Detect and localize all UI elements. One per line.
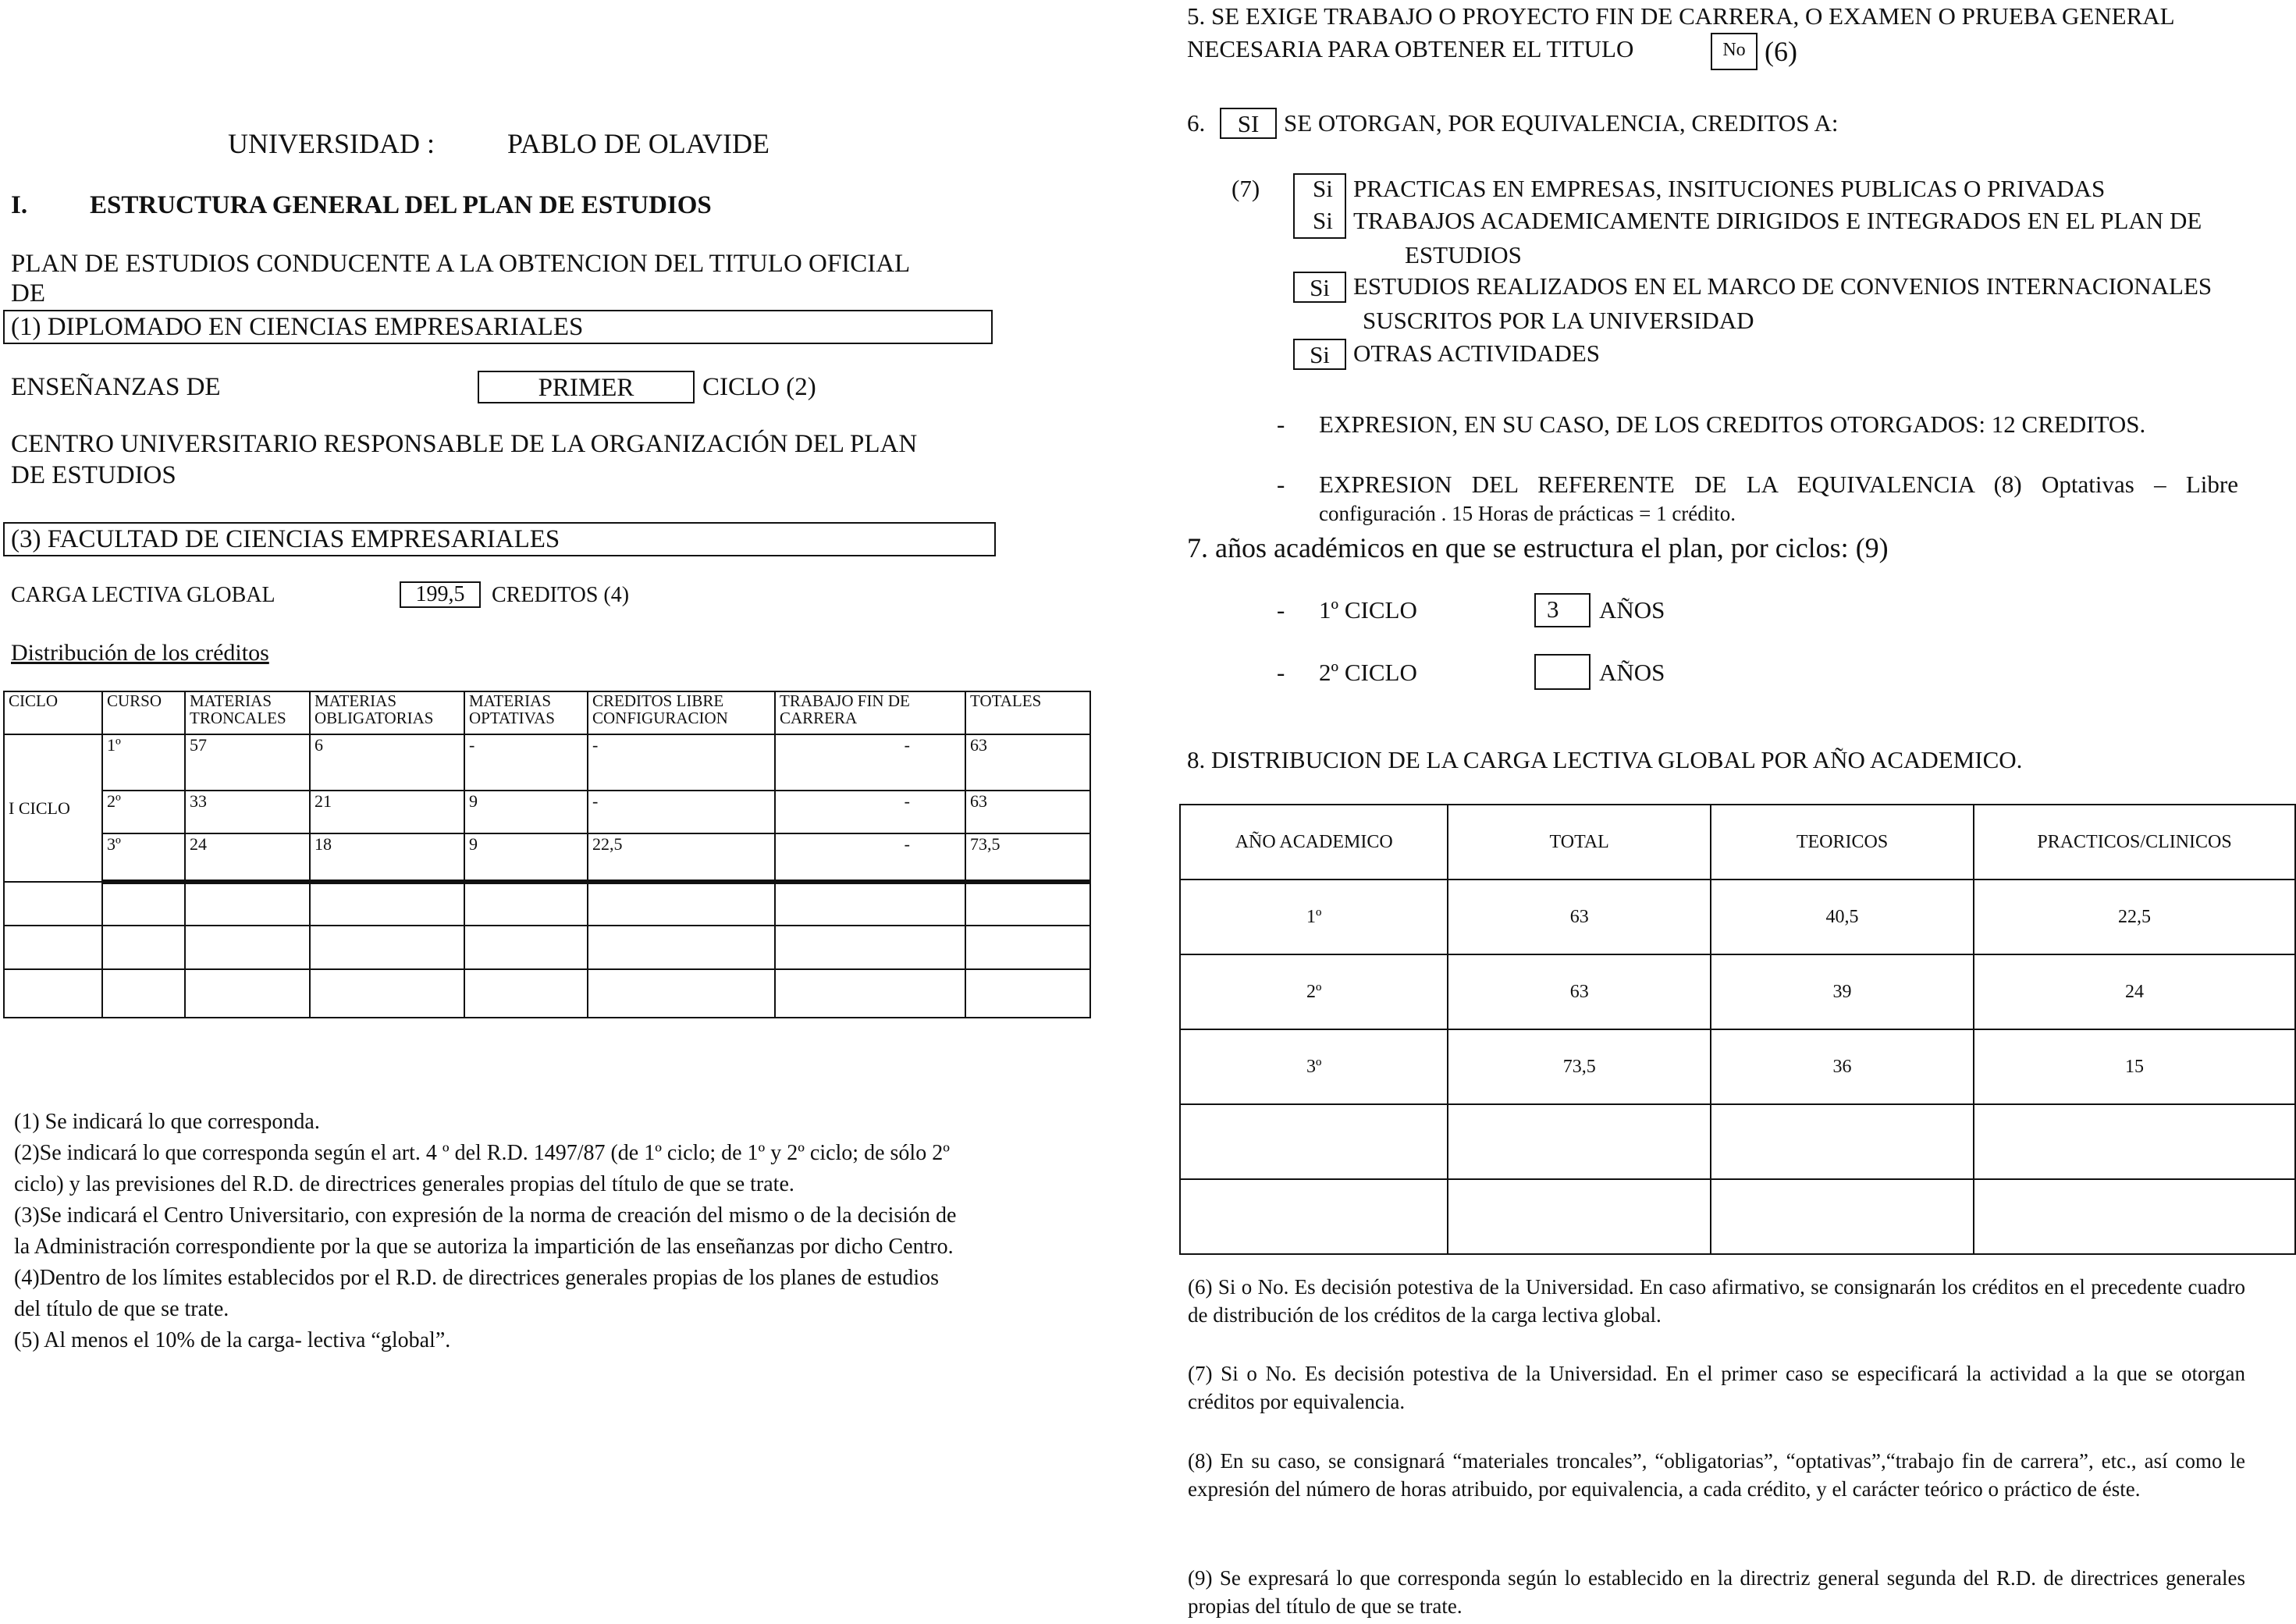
table-cell: 57: [185, 734, 310, 791]
credits-header-row: [4, 691, 1090, 734]
equiv-line1-4: OTRAS ACTIVIDADES: [1353, 339, 1601, 367]
university-name: PABLO DE OLAVIDE: [507, 128, 770, 159]
footnote-2: (2)Se indicará lo que corresponda según el art. 4 º del R.D. 1497/87 (de 1º ciclo; de 1º y 2º ciclo; de sólo 2º ciclo) y las previsiones del R.D. de directrices generales propias del título de que se trate.: [14, 1141, 950, 1196]
table-row: [1180, 880, 2295, 954]
header-academic-year: AÑO ACADEMICO: [1180, 805, 1448, 880]
header-cycle: CICLO: [4, 691, 102, 734]
table-cell: 3º: [102, 833, 185, 882]
section-title: ESTRUCTURA GENERAL DEL PLAN DE ESTUDIOS: [90, 191, 712, 219]
equiv-box-3: [1293, 272, 1346, 303]
item8-title: 8. DISTRIBUCION DE LA CARGA LECTIVA GLOBAL POR AÑO ACADEMICO.: [1187, 746, 2023, 773]
table-cell: 1º: [1180, 880, 1448, 954]
plan-title-line2: DE: [11, 279, 45, 307]
table-row: [4, 734, 1090, 791]
table-row: [1180, 954, 2295, 1029]
footnote-4: (4)Dentro de los límites establecidos por el R.D. de directrices generales propias de los planes de estudios del título de que se trate.: [14, 1266, 939, 1321]
item6-box: [1220, 108, 1277, 139]
table-cell: 24: [185, 833, 310, 882]
empty-row: [4, 882, 1090, 926]
cycle-box: [478, 371, 695, 403]
table-cell: 40,5: [1711, 880, 1974, 954]
header-totals: TOTALES: [965, 691, 1090, 734]
equiv-value-3: Si: [1310, 274, 1330, 301]
cycle2-box: [1534, 654, 1590, 690]
equiv-value-2: Si: [1313, 207, 1333, 234]
teaching-label: ENSEÑANZAS DE: [11, 373, 221, 401]
equiv-line2-2: ESTUDIOS: [1405, 241, 1522, 268]
table-cell: 21: [310, 791, 464, 833]
table-cell: -: [775, 833, 965, 882]
table-cell: 63: [1448, 880, 1711, 954]
cycle1-box: [1534, 593, 1590, 627]
item5-line2: NECESARIA PARA OBTENER EL TITULO: [1187, 35, 1634, 62]
cycle1-value: 3: [1547, 595, 1559, 623]
faculty-box: [3, 522, 996, 556]
bullet-dash: -: [1277, 410, 1285, 438]
item5-box: [1711, 33, 1758, 70]
table-cell: 3º: [1180, 1029, 1448, 1104]
footnote-1: (1) Se indicará lo que corresponda.: [14, 1110, 320, 1134]
table-cell: 9: [464, 791, 588, 833]
right-footnote-7: (7) Si o No. Es decisión potestiva de la Universidad. En el primer caso se especificará la actividad a la que se otorgan créditos por equivalencia.: [1188, 1362, 2245, 1413]
equiv-line2-3: SUSCRITOS POR LA UNIVERSIDAD: [1363, 307, 1754, 334]
cycle-suffix: CICLO (2): [702, 373, 816, 401]
table-cell: 73,5: [965, 833, 1090, 882]
footnote-5: (5) Al menos el 10% de la carga- lectiva “global”.: [14, 1328, 451, 1352]
equiv-box-4: [1293, 339, 1346, 370]
item5-line1: 5. SE EXIGE TRABAJO O PROYECTO FIN DE CARRERA, O EXAMEN O PRUEBA GENERAL: [1187, 2, 2175, 30]
faculty-name: (3) FACULTAD DE CIENCIAS EMPRESARIALES: [11, 525, 560, 553]
equiv-value-1: Si: [1313, 175, 1333, 202]
bullet-dash: -: [1277, 659, 1285, 686]
table-cell: 6: [310, 734, 464, 791]
header-compulsory: MATERIAS OBLIGATORIAS: [310, 691, 464, 734]
equiv-line1-1: PRACTICAS EN EMPRESAS, INSITUCIONES PUBLICAS O PRIVADAS: [1353, 175, 2106, 202]
cycle-cell: I CICLO: [4, 734, 102, 882]
global-load-value: 199,5: [415, 582, 465, 606]
table-row: [4, 833, 1090, 882]
table-cell: 9: [464, 833, 588, 882]
cycle2-unit: AÑOS: [1599, 659, 1665, 686]
table-cell: 36: [1711, 1029, 1974, 1104]
center-line2: DE ESTUDIOS: [11, 461, 176, 489]
item5-note: (6): [1765, 36, 1797, 67]
table-cell: 63: [965, 791, 1090, 833]
item6-number: 6.: [1187, 109, 1206, 137]
table-cell: -: [775, 791, 965, 833]
footnote-3: (3)Se indicará el Centro Universitario, con expresión de la norma de creación del mismo o de la decisión de la Administración correspondiente por la que se autoriza la impartición de las enseñanzas por dicho Centro.: [14, 1203, 957, 1259]
equiv-line1-2: TRABAJOS ACADEMICAMENTE DIRIGIDOS E INTEGRADOS EN EL PLAN DE: [1353, 207, 2202, 234]
credits-table: [3, 691, 1091, 1018]
table-cell: 63: [1448, 954, 1711, 1029]
right-footnote-9: (9) Se expresará lo que corresponda según lo establecido en la directriz general segunda del R.D. de directrices generales propias del título de que se trate.: [1188, 1566, 2245, 1618]
header-optional: MATERIAS OPTATIVAS: [464, 691, 588, 734]
section-number: I.: [11, 191, 28, 219]
empty-row: [1180, 1104, 2295, 1179]
table-row: [1180, 1029, 2295, 1104]
cycle-value: PRIMER: [538, 374, 634, 402]
table-cell: 24: [1974, 954, 2295, 1029]
table-cell: -: [464, 734, 588, 791]
equiv-line1-3: ESTUDIOS REALIZADOS EN EL MARCO DE CONVENIOS INTERNACIONALES: [1353, 272, 2212, 300]
years-header-row: [1180, 805, 2295, 880]
header-free-credits: CREDITOS LIBRE CONFIGURACION: [588, 691, 775, 734]
item5-value: No: [1722, 40, 1746, 60]
header-final-project: TRABAJO FIN DE CARRERA: [775, 691, 965, 734]
table-cell: 73,5: [1448, 1029, 1711, 1104]
empty-row: [1180, 1179, 2295, 1254]
header-total: TOTAL: [1448, 805, 1711, 880]
center-line1: CENTRO UNIVERSITARIO RESPONSABLE DE LA ORGANIZACIÓN DEL PLAN: [11, 430, 918, 458]
bullet-dash: -: [1277, 596, 1285, 624]
bullet-dash: -: [1277, 471, 1285, 498]
item6-text: SE OTORGAN, POR EQUIVALENCIA, CREDITOS A:: [1284, 109, 1839, 137]
university-label: UNIVERSIDAD :: [228, 128, 435, 159]
right-footnote-8: (8) En su caso, se consignará “materiales troncales”, “obligatorias”, “optativas”,“trabajo fin de carrera”, etc., así como le expresión del número de horas atribuido, por equivalencia, a cada crédito, y el carácter teórico o práctico de éste.: [1188, 1449, 2245, 1501]
global-load-label: CARGA LECTIVA GLOBAL: [11, 583, 275, 607]
table-cell: 33: [185, 791, 310, 833]
table-cell: 1º: [102, 734, 185, 791]
table-cell: 2º: [102, 791, 185, 833]
left-footnotes: [14, 1107, 966, 1356]
table-cell: 18: [310, 833, 464, 882]
plan-title-line1: PLAN DE ESTUDIOS CONDUCENTE A LA OBTENCION DEL TITULO OFICIAL: [11, 250, 911, 278]
empty-row: [4, 926, 1090, 969]
item7-ref: (7): [1232, 175, 1260, 202]
cycle1-label: 1º CICLO: [1319, 596, 1417, 624]
table-cell: 15: [1974, 1029, 2295, 1104]
table-cell: 39: [1711, 954, 1974, 1029]
cycle2-label: 2º CICLO: [1319, 659, 1417, 686]
table-cell: 63: [965, 734, 1090, 791]
item7-title: 7. años académicos en que se estructura el plan, por ciclos: (9): [1187, 532, 1889, 563]
table-cell: -: [588, 791, 775, 833]
degree-name: (1) DIPLOMADO EN CIENCIAS EMPRESARIALES: [11, 313, 584, 341]
right-footnote-6: (6) Si o No. Es decisión potestiva de la Universidad. En caso afirmativo, se consignarán los créditos en el precedente cuadro de distribución de los créditos de la carga lectiva global.: [1188, 1275, 2245, 1327]
referent-expression-line1: EXPRESION DEL REFERENTE DE LA EQUIVALENCIA (8) Optativas – Libre: [1319, 471, 2238, 498]
table-cell: 22,5: [1974, 880, 2295, 954]
cycle1-unit: AÑOS: [1599, 596, 1665, 624]
item6-value: SI: [1237, 110, 1260, 137]
credits-expression: EXPRESION, EN SU CASO, DE LOS CREDITOS OTORGADOS: 12 CREDITOS.: [1319, 410, 2146, 438]
header-core: MATERIAS TRONCALES: [185, 691, 310, 734]
table-cell: -: [588, 734, 775, 791]
global-load-suffix: CREDITOS (4): [492, 583, 630, 607]
header-theory: TEORICOS: [1711, 805, 1974, 880]
table-cell: 22,5: [588, 833, 775, 882]
referent-expression-line2: configuración . 15 Horas de prácticas = 1 crédito.: [1319, 502, 1736, 525]
distribution-title: Distribución de los créditos: [11, 640, 269, 666]
table-cell: 2º: [1180, 954, 1448, 1029]
empty-row: [4, 969, 1090, 1018]
header-course: CURSO: [102, 691, 185, 734]
years-table: [1179, 804, 2296, 1255]
header-practice: PRACTICOS/CLINICOS: [1974, 805, 2295, 880]
table-row: [4, 791, 1090, 833]
degree-box: [3, 310, 993, 344]
equiv-value-4: Si: [1310, 341, 1330, 368]
table-cell: -: [775, 734, 965, 791]
global-load-box: [400, 581, 481, 608]
